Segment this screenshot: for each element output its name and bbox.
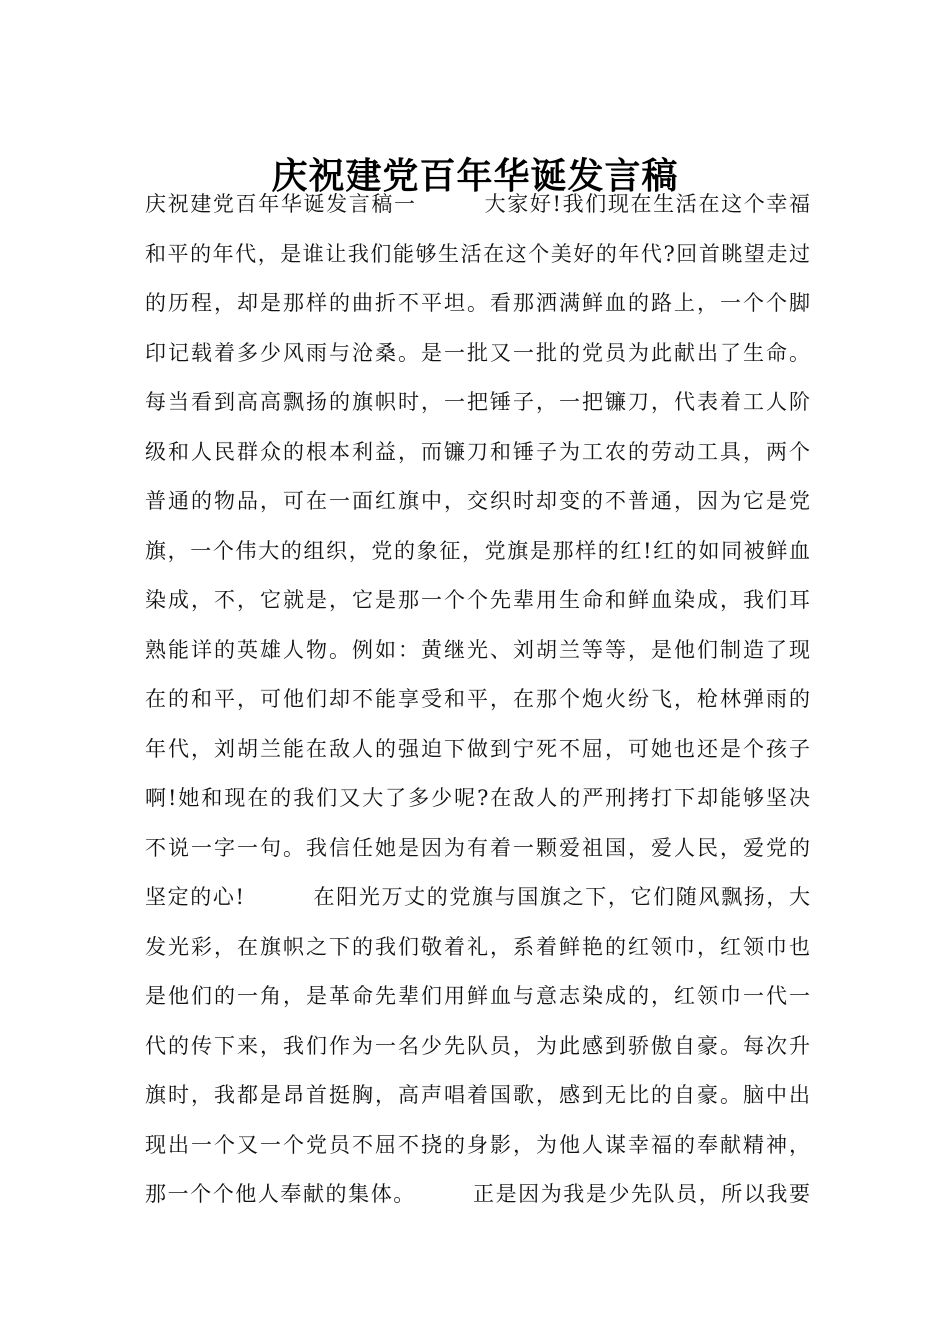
body-line-20: 现出一个又一个党员不屈不挠的身影，为他人谋幸福的奉献精神， <box>145 1132 810 1157</box>
body-line-12: 年代，刘胡兰能在敌人的强迫下做到宁死不屈，可她也还是个孩子 <box>145 736 810 761</box>
body-line-7: 普通的物品，可在一面红旗中，交织时却变的不普通，因为它是党 <box>145 489 810 513</box>
body-line-9: 染成，不，它就是，它是那一个个先辈用生命和鲜血染成，我们耳 <box>145 588 810 612</box>
body-line-18: 代的传下来，我们作为一名少先队员，为此感到骄傲自豪。每次升 <box>145 1033 810 1058</box>
body-line-3: 的历程，却是那样的曲折不平坦。看那洒满鲜血的路上，一个个脚 <box>145 291 810 315</box>
body-line-2: 和平的年代，是谁让我们能够生活在这个美好的年代?回首眺望走过 <box>145 241 810 266</box>
body-line-10: 熟能详的英雄人物。例如：黄继光、刘胡兰等等，是他们制造了现 <box>145 637 810 662</box>
body-line-15: 坚定的心! 在阳光万丈的党旗与国旗之下，它们随风飘扬，大 <box>145 885 810 909</box>
document-body <box>145 180 810 1220</box>
body-line-13: 啊!她和现在的我们又大了多少呢?在敌人的严刑拷打下却能够坚决 <box>145 786 810 810</box>
body-line-17: 是他们的一角，是革命先辈们用鲜血与意志染成的，红领巾一代一 <box>145 984 810 1008</box>
body-line-14: 不说一字一句。我信任她是因为有着一颗爱祖国，爱人民，爱党的 <box>145 835 810 860</box>
body-line-5: 每当看到高高飘扬的旗帜时，一把锤子，一把镰刀，代表着工人阶 <box>145 390 810 414</box>
body-line-21: 那一个个他人奉献的集体。 正是因为我是少先队员，所以我要 <box>145 1182 810 1206</box>
body-line-1: 庆祝建党百年华诞发言稿一 大家好!我们现在生活在这个幸福 <box>145 192 810 216</box>
document-title: 庆祝建党百年华诞发言稿 <box>271 156 679 198</box>
body-line-4: 印记载着多少风雨与沧桑。是一批又一批的党员为此献出了生命。 <box>145 340 810 365</box>
body-line-8: 旗，一个伟大的组织，党的象征，党旗是那样的红!红的如同被鲜血 <box>145 538 810 563</box>
body-line-16: 发光彩，在旗帜之下的我们敬着礼，系着鲜艳的红领巾，红领巾也 <box>145 934 810 959</box>
body-line-6: 级和人民群众的根本利益，而镰刀和锤子为工农的劳动工具，两个 <box>145 439 810 464</box>
body-line-11: 在的和平，可他们却不能享受和平，在那个炮火纷飞，枪林弹雨的 <box>145 687 810 711</box>
body-line-19: 旗时，我都是昂首挺胸，高声唱着国歌，感到无比的自豪。脑中出 <box>145 1083 810 1107</box>
